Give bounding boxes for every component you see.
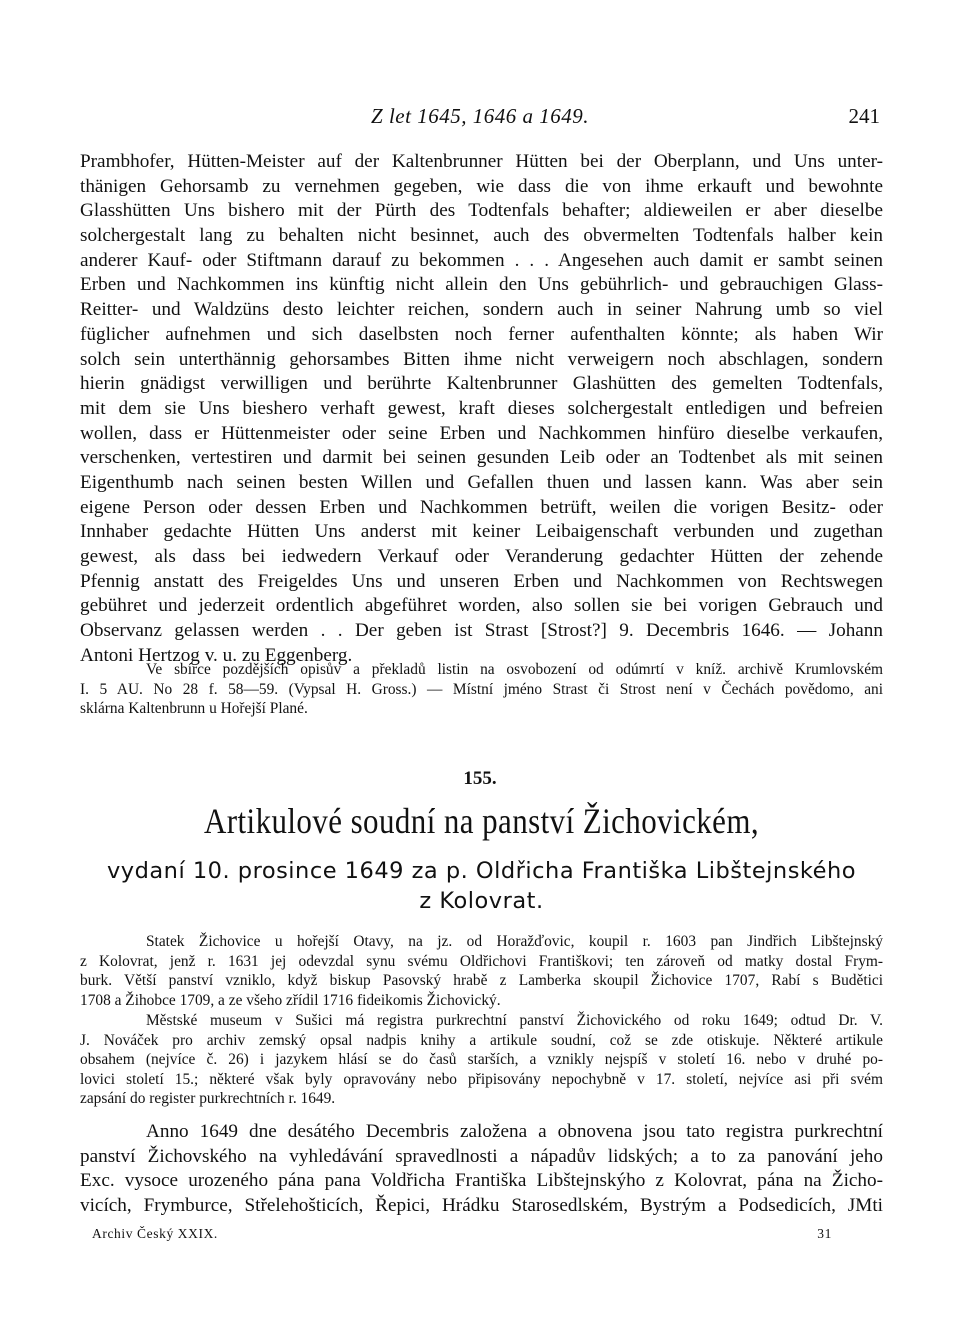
body-paragraph-bottom (80, 1120, 883, 1219)
note-line: Statek Žichovice u hořejší Otavy, na jz. od Horažďovic, koupil r. 1603 pan Jindřich Libštejnský (146, 933, 883, 950)
text-line: eigene Person oder dessen Erben und Nachkommen betrüft, weilen die vorigen Besitz- oder (80, 496, 883, 518)
section-number: 155. (463, 768, 497, 789)
body-paragraph-top (80, 150, 883, 668)
intro-note (80, 932, 883, 1010)
note-line: burk. Větší panství vzniklo, když biskup Pasovský hrabě z Lamberka skoupil Žichovice 1707, Rabí s Budětici (80, 972, 883, 990)
text-line: füglicher aufnehmen und sich daselbsten noch ferner aufenthalten könnte; als haben Wir (80, 323, 883, 345)
text-line: solchergestalt lang zu behalten nicht besinnet, auch des obvermelten Todtenfals halber kein (80, 225, 883, 247)
note-line: J. Nováček pro archiv zemský opsal nadpis knihy a artikule soudní, což se zde otiskuje. Některé artikule (80, 1031, 883, 1049)
note-line: zapsání do register purkrechtních r. 1649. (80, 1090, 336, 1108)
note-line: Ve sbírce pozdějších opisův a překladů listin na osvobození od odúmrtí v kníž. archivě Krumlovském (146, 661, 883, 678)
text-line: mit dem sie Uns bieshero verhaft gewest, kraft dieses solchergestalt entledigen und befreien (80, 397, 883, 419)
source-note (80, 660, 883, 719)
text-line: Anno 1649 dne desátého Decembris založena a obnovena jsou tato registra purkrechtní (146, 1121, 883, 1142)
text-line: Glasshütten Uns bishero mit der Pürth des Todtenfals behafter; aldieweilen er aber dieselbe (80, 200, 883, 222)
note-line: z Kolovrat, jenž r. 1631 jej odevzdal synu svému Oldřichovi Františkovi; ten zároveň od matky dostal Frym- (80, 952, 883, 970)
footer-signature: 31 (817, 1226, 832, 1241)
text-line: anderer Kauf- oder Stiftmann darauf zu bekommen . . . Angesehen auch damit er sambt seinen (80, 249, 883, 271)
note-line: sklárna Kaltenbrunn u Hořejší Plané. (80, 700, 308, 718)
text-line: Reitter- und Waldzüns desto leichter reichen, sondern auch in seiner Nahrung umb so viel (80, 299, 883, 321)
text-line: Observanz gelassen werden . . Der geben ist Strast [Strost?] 9. Decembris 1646. — Johann (80, 620, 883, 642)
text-line: Innhaber gedachte Hütten Uns anderst mit keiner Leibaigenschaft verbunden und zugethan (80, 521, 883, 543)
note-line: Městské museum v Sušici má registra purkrechtní panství Žichovického od roku 1649; odtud Dr. V. (146, 1012, 883, 1029)
page-number: 241 (848, 104, 880, 128)
note-line: obsahem (nejvíce č. 26) i jazykem hlásí se do časů starších, a vznikly nejspíš v století 16. nebo v druhé po- (80, 1051, 883, 1069)
note-line: lovici století 15.; některé však byly opravovány nebo připisovány nepochybně v 17. století, nejvíce asi při svém (80, 1070, 883, 1088)
subtitle-line: vydaní 10. prosince 1649 za p. Oldřicha Františka Libštejnského (106, 858, 857, 884)
note-line: I. 5 AU. No 28 f. 58—59. (Vypsal H. Gross.) — Místní jméno Strast či Strost není v Čechách povědomo, ani (80, 680, 883, 698)
text-line: Prambhofer, Hütten-Meister auf der Kaltenbrunner Hütten bei der Oberplann, und Uns unter- (80, 151, 883, 172)
text-line: Erben und Nachkommen ins künftig nicht allein den Uns gebührlich- und gebrauchigen Glass- (80, 274, 883, 296)
text-line: Eigenthumb nach seinen besten Willen und Gefallen thuen und lassen kann. Was aber sein (80, 471, 883, 493)
section-subtitle (80, 856, 883, 916)
page-footer (92, 1226, 832, 1246)
running-title: Z let 1645, 1646 a 1649. (371, 104, 589, 128)
text-line: thänigen Gehorsamb zu vernehmen gegeben, wie dass die von ihme erkauft und bewohnte (80, 175, 883, 197)
text-line: solch sein unterthännig gehorsambes Bitten ihme nicht verweigern noch abschlagen, sondern (80, 348, 883, 370)
subtitle-line: z Kolovrat. (419, 888, 544, 914)
text-line: Pfennig anstatt des Freigeldes Uns und unseren Erben und Nachkommen von Rechtswegen (80, 570, 883, 592)
text-line: panství Žichovského na vyhledávání spravedlnosti a nápadův lidských; a to za panování jeho (80, 1145, 883, 1167)
running-head (80, 104, 880, 132)
section-title: Artikulové soudní na panství Žichovickém, (203, 801, 760, 841)
footer-publication: Archiv Český XXIX. (92, 1226, 218, 1241)
text-line: gewest, als dass bei iedwedern Verkauf oder Veranderung gedachter Hütten der zehende (80, 546, 883, 567)
text-line: verschenken, vertestiren und darmit bei seinen gesunden Leib oder an Todtenbet als mit seinen (80, 447, 883, 469)
text-line: gebühret und jederzeit ordentlich abgeführet worden, also sollen sie bei vorigen Gebrauch und (80, 595, 883, 617)
note-line: 1708 a Žihobce 1709, a ze všeho zřídil 1716 fideikomis Žichovický. (80, 991, 501, 1009)
text-line: Exc. vysoce urozeného pána pana Voldřicha Františka Libštejnskýho z Kolovrat, pána na Žicho- (80, 1170, 883, 1192)
text-line: hierin gnädigst verwilligen und berührte Kaltenbrunner Glashütten des gemelten Todtenfals, (80, 373, 883, 395)
museum-note (80, 1011, 883, 1109)
text-line: vicích, Frymburce, Střelehošticích, Řepici, Hrádku Starosedlském, Bystrým a Podsedicích, JMti (80, 1195, 883, 1217)
text-line: wollen, dass er Hüttenmeister oder seine Erben und Nachkommen hinfüro dieselbe verkaufen, (80, 422, 883, 444)
text-line: Antoni Hertzog v. u. zu Eggenberg. (80, 644, 353, 666)
